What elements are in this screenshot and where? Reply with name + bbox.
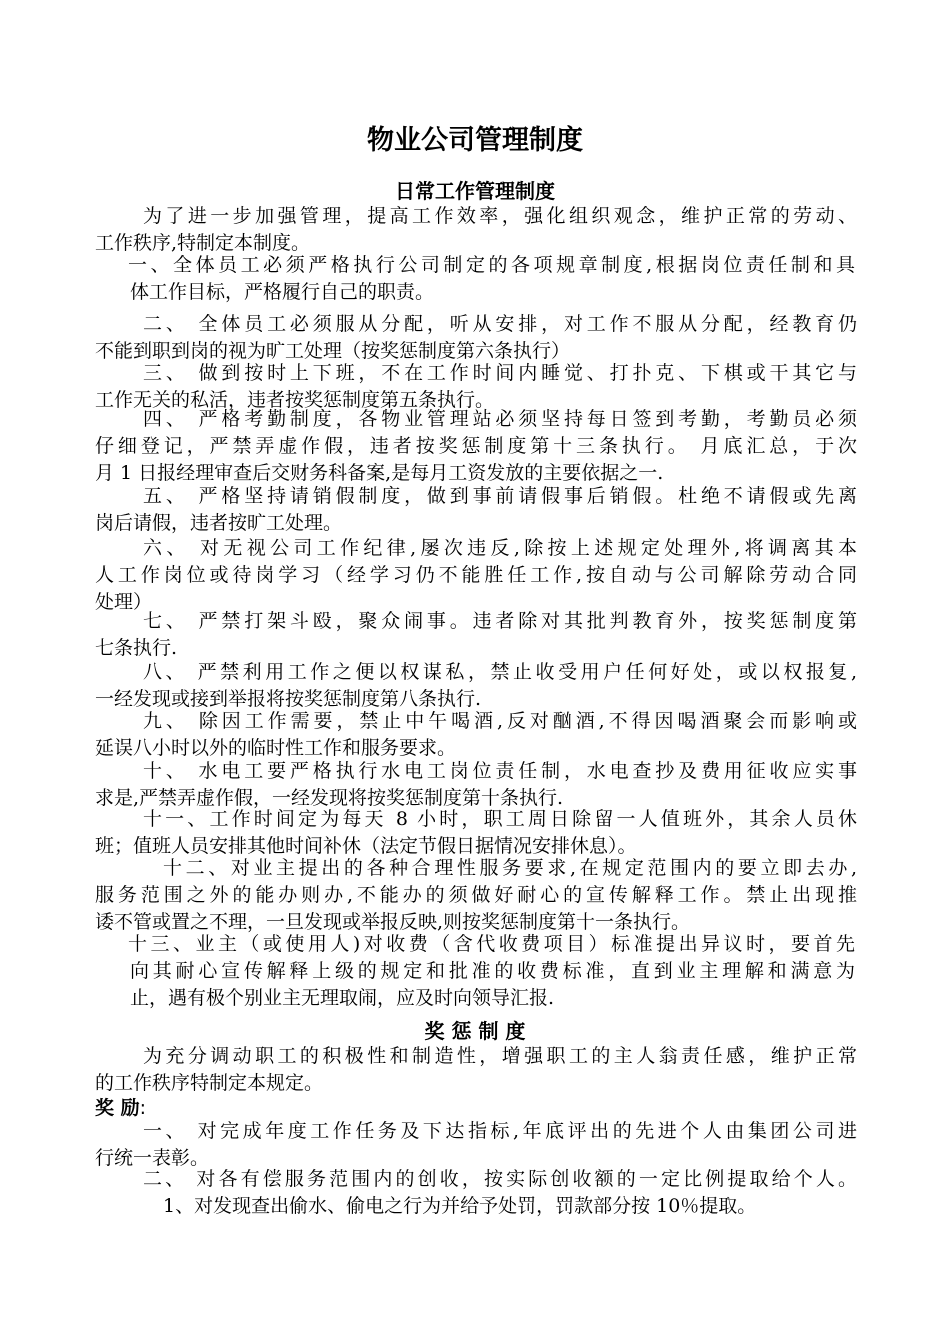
- text-line: 为了进一步加强管理，提高工作效率，强化组织观念，维护正常的劳动、: [143, 205, 857, 227]
- text-line: 十一、工作时间定为每天 8 小时，职工周日除留一人值班外，其余人员休: [143, 808, 857, 830]
- text-line: 三、 做到按时上下班，不在工作时间内睡觉、打扑克、下棋或干其它与: [143, 362, 857, 384]
- intro-paragraph: [95, 203, 857, 257]
- text-line: 一、全体员工必须严格执行公司制定的各项规章制度,根据岗位责任制和具: [128, 254, 855, 276]
- rule-item-5: [95, 483, 857, 537]
- rule-item-4: [95, 406, 857, 487]
- reward-label-text: 奖 励: [95, 1097, 140, 1119]
- reward-item-1: [95, 1118, 857, 1172]
- document-title: 物业公司管理制度: [367, 125, 583, 156]
- text-line: 行统一表彰。: [95, 1147, 210, 1169]
- text-line: 处理）: [95, 591, 153, 613]
- text-line: 十、 水电工要严格执行水电工岗位责任制，水电查抄及费用征收应实事: [143, 760, 857, 782]
- text-line: 止，遇有极个别业主无理取闹，应及时向领导汇报.: [130, 987, 555, 1009]
- text-line: 不能到职到岗的视为旷工处理（按奖惩制度第六条执行）: [95, 340, 571, 362]
- rule-item-13: [130, 931, 855, 1012]
- reward-label: [95, 1093, 146, 1120]
- text-line: 七、 严禁打架斗殴，聚众闹事。违者除对其批判教育外，按奖惩制度第: [143, 610, 857, 632]
- text-line: 一、 对完成年度工作任务及下达指标,年底评出的先进个人由集团公司进: [143, 1120, 857, 1142]
- text-line: 的工作秩序特制定本规定。: [95, 1072, 324, 1094]
- text-line: 十二、对业主提出的各种合理性服务要求,在规定范围内的要立即去办,: [163, 857, 857, 879]
- reward-label-colon: :: [139, 1097, 147, 1119]
- text-line: 延误八小时以外的临时性工作和服务要求。: [95, 737, 457, 759]
- text-line: 求是,严禁弄虚作假，一经发现将按奖惩制度第十条执行.: [95, 787, 564, 809]
- text-line: 月 1 日报经理审查后交财务科备案,是每月工资发放的主要依据之一.: [95, 462, 664, 484]
- text-line: 服务范围之外的能办则办,不能办的须做好耐心的宣传解释工作。禁止出现推: [95, 884, 857, 906]
- text-line: 向其耐心宣传解释上级的规定和批准的收费标准，直到业主理解和满意为: [130, 960, 855, 982]
- text-line: 八、 严禁利用工作之便以权谋私，禁止收受用户任何好处，或以权报复,: [143, 661, 857, 683]
- rule-item-11: [95, 806, 857, 860]
- text-line: 七条执行.: [95, 637, 178, 659]
- text-line: 1、对发现查出偷水、偷电之行为并给予处罚，罚款部分按 10％提取。: [163, 1195, 757, 1217]
- rule-item-2: [95, 311, 857, 365]
- text-line: 一经发现或接到举报将按奖惩制度第八条执行.: [95, 688, 482, 710]
- section-heading-daily-rules: 日常工作管理制度: [395, 179, 555, 203]
- rule-item-8: [95, 659, 857, 713]
- text-line: 体工作目标，严格履行自己的职责。: [130, 281, 435, 303]
- rule-item-1: [130, 252, 855, 306]
- reward-item-2-sub-1: [95, 1193, 857, 1220]
- text-line: 人工作岗位或待岗学习（经学习仍不能胜任工作,按自动与公司解除劳动合同: [95, 564, 857, 586]
- reward-item-2: [95, 1166, 857, 1193]
- text-line: 岗后请假，违者按旷工处理。: [95, 512, 343, 534]
- text-line: 六、 对无视公司工作纪律,屡次违反,除按上述规定处理外,将调离其本: [143, 537, 857, 559]
- rule-item-10: [95, 758, 857, 812]
- text-line: 诿不管或置之不理，一旦发现或举报反映,则按奖惩制度第十一条执行。: [95, 911, 691, 933]
- rule-item-9: [95, 708, 857, 762]
- text-line: 为充分调动职工的积极性和制造性，增强职工的主人翁责任感，维护正常: [143, 1045, 857, 1067]
- text-line: 十三、业主（或使用人)对收费（含代收费项目）标准提出异议时，要首先: [128, 933, 855, 955]
- rule-item-12: [95, 855, 857, 936]
- text-line: 仔细登记，严禁弄虚作假，违者按奖惩制度第十三条执行。 月底汇总，于次: [95, 435, 857, 457]
- intro2-paragraph: [95, 1043, 857, 1097]
- rule-item-7: [95, 608, 857, 662]
- text-line: 工作秩序,特制定本制度。: [95, 232, 311, 254]
- text-line: 二、 全体员工必须服从分配，听从安排，对工作不服从分配，经教育仍: [143, 313, 857, 335]
- section-heading-rewards-penalties: 奖 惩 制 度: [424, 1019, 526, 1043]
- rule-item-6: [95, 535, 857, 616]
- text-line: 班；值班人员安排其他时间补休（法定节假日据情况安排休息）。: [95, 835, 637, 857]
- text-line: 二、 对各有偿服务范围内的创收，按实际创收额的一定比例提取给个人。: [143, 1168, 857, 1190]
- text-line: 九、 除因工作需要，禁止中午喝酒,反对酗酒,不得因喝酒聚会而影响或: [143, 710, 857, 732]
- text-line: 工作无关的私活，违者按奖惩制度第五条执行。: [95, 389, 495, 411]
- text-line: 五、 严格坚持请销假制度，做到事前请假事后销假。杜绝不请假或先离: [143, 485, 857, 507]
- text-line: 四、 严格考勤制度，各物业管理站必须坚持每日签到考勤，考勤员必须: [143, 408, 857, 430]
